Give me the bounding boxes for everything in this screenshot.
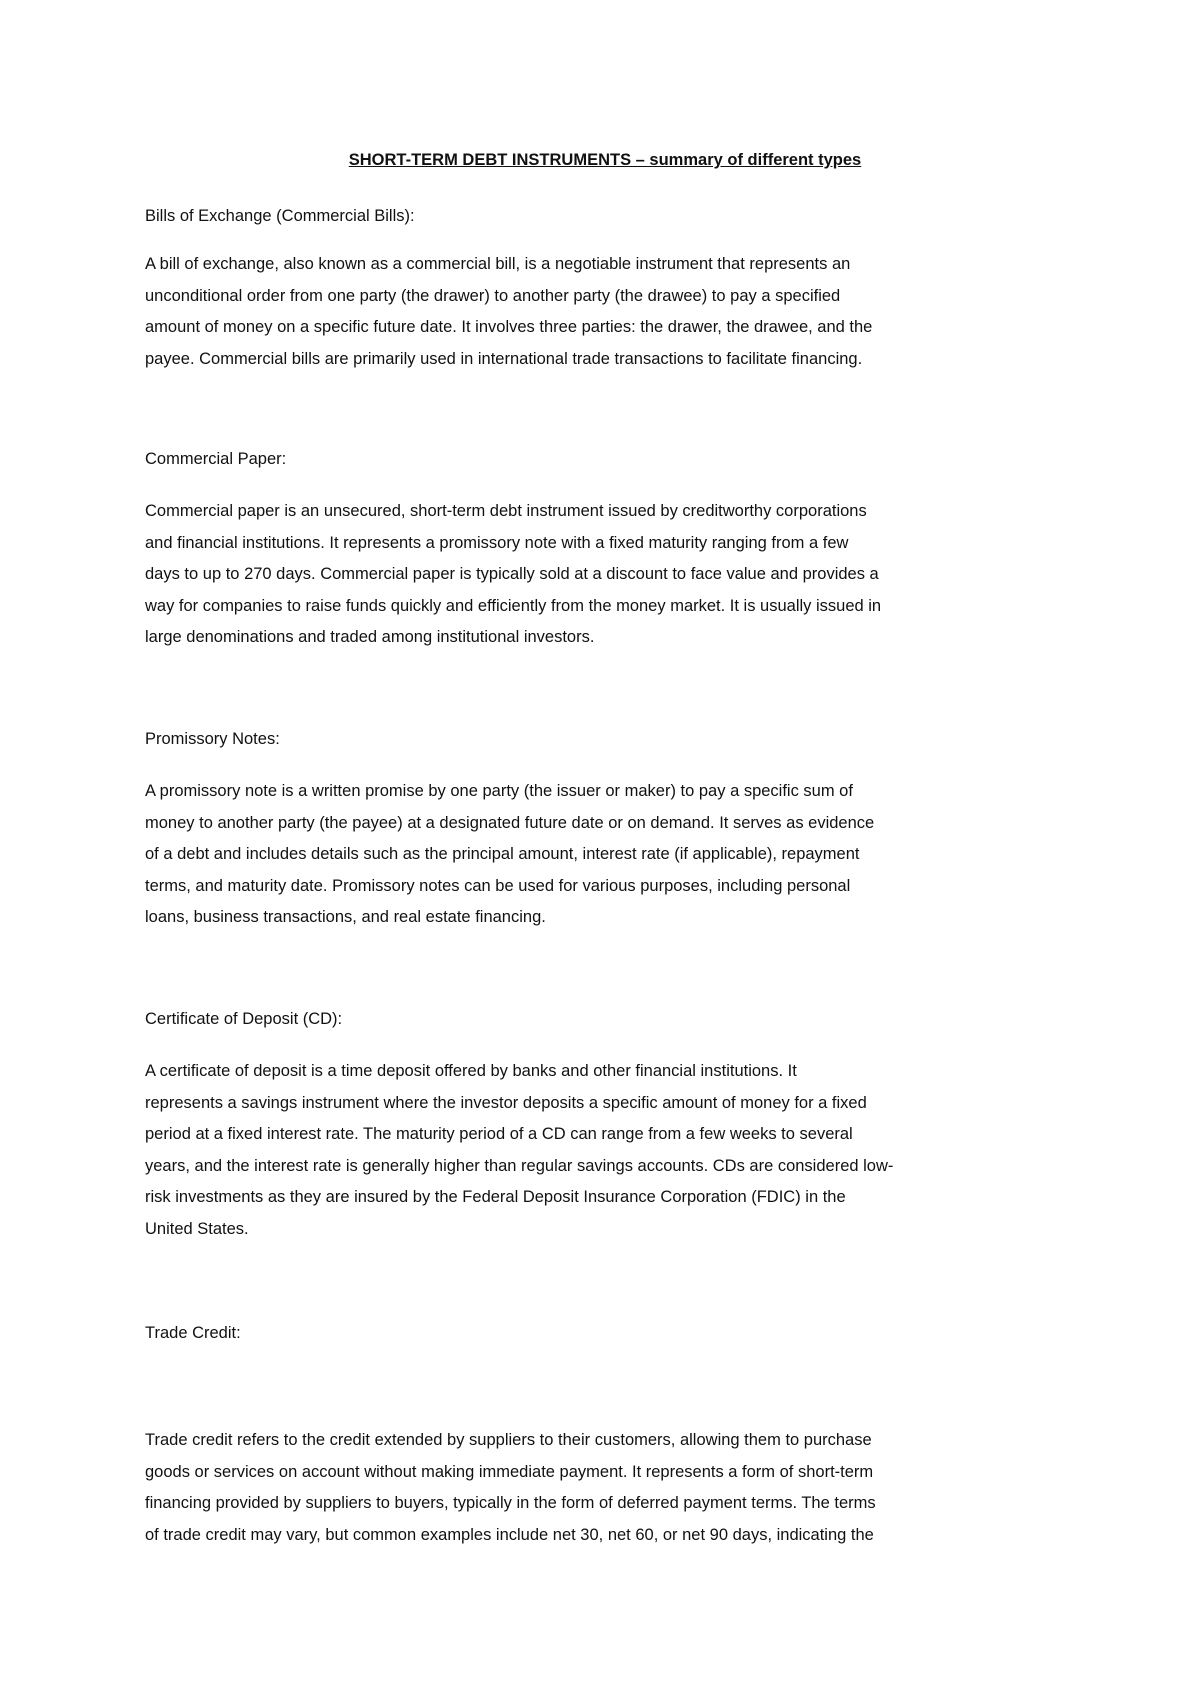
paragraph-line: days to up to 270 days. Commercial paper is typically sold at a discount to face value and provides a — [145, 565, 879, 583]
paragraph-line: terms, and maturity date. Promissory notes can be used for various purposes, including personal — [145, 876, 851, 895]
section-heading-bills-of-exchange: Bills of Exchange (Commercial Bills): — [145, 207, 415, 225]
section-body-bills-of-exchange — [145, 249, 1065, 375]
paragraph-line: of a debt and includes details such as the principal amount, interest rate (if applicable), repayment — [145, 845, 860, 863]
section-heading-certificate-of-deposit: Certificate of Deposit (CD): — [145, 1010, 343, 1028]
paragraph-line: years, and the interest rate is generally higher than regular savings accounts. CDs are considered low- — [145, 1156, 894, 1175]
paragraph-line: unconditional order from one party (the drawer) to another party (the drawee) to pay a specified — [145, 286, 841, 305]
paragraph-line: way for companies to raise funds quickly and efficiently from the money market. It is usually issued in — [145, 596, 882, 615]
paragraph-line: A certificate of deposit is a time deposit offered by banks and other financial institutions. It — [145, 1062, 797, 1080]
section-body-trade-credit — [145, 1425, 1065, 1551]
paragraph-line: A bill of exchange, also known as a commercial bill, is a negotiable instrument that represents an — [145, 255, 851, 273]
paragraph-line: risk investments as they are insured by the Federal Deposit Insurance Corporation (FDIC) in the — [145, 1188, 846, 1206]
section-heading-commercial-paper: Commercial Paper: — [145, 450, 287, 468]
paragraph-line: payee. Commercial bills are primarily used in international trade transactions to facilitate financing. — [145, 349, 863, 368]
section-heading-promissory-notes: Promissory Notes: — [145, 730, 280, 748]
paragraph-line: and financial institutions. It represents a promissory note with a fixed maturity ranging from a few — [145, 533, 849, 552]
paragraph-line: financing provided by suppliers to buyers, typically in the form of deferred payment terms. The terms — [145, 1494, 876, 1512]
document-title: SHORT-TERM DEBT INSTRUMENTS – summary of different types — [348, 151, 862, 169]
section-body-certificate-of-deposit — [145, 1056, 1065, 1245]
paragraph-line: large denominations and traded among institutional investors. — [145, 628, 595, 646]
section-body-commercial-paper — [145, 496, 1065, 654]
paragraph-line: A promissory note is a written promise by one party (the issuer or maker) to pay a specific sum of — [145, 782, 853, 800]
paragraph-line: represents a savings instrument where the investor deposits a specific amount of money for a fixed — [145, 1093, 867, 1112]
paragraph-line: amount of money on a specific future date. It involves three parties: the drawer, the drawee, and the — [145, 318, 873, 336]
paragraph-line: Commercial paper is an unsecured, short-term debt instrument issued by creditworthy corporations — [145, 502, 867, 520]
paragraph-line: United States. — [145, 1219, 249, 1238]
paragraph-line: goods or services on account without making immediate payment. It represents a form of short-term — [145, 1462, 874, 1481]
paragraph-line: money to another party (the payee) at a designated future date or on demand. It serves as evidence — [145, 813, 875, 832]
paragraph-line: period at a fixed interest rate. The maturity period of a CD can range from a few weeks to several — [145, 1125, 853, 1143]
section-body-promissory-notes — [145, 776, 1065, 934]
paragraph-line: of trade credit may vary, but common examples include net 30, net 60, or net 90 days, indicating the — [145, 1525, 874, 1544]
paragraph-line: Trade credit refers to the credit extended by suppliers to their customers, allowing them to purchase — [145, 1431, 872, 1449]
paragraph-line: loans, business transactions, and real estate financing. — [145, 908, 546, 926]
section-heading-trade-credit: Trade Credit: — [145, 1324, 241, 1342]
